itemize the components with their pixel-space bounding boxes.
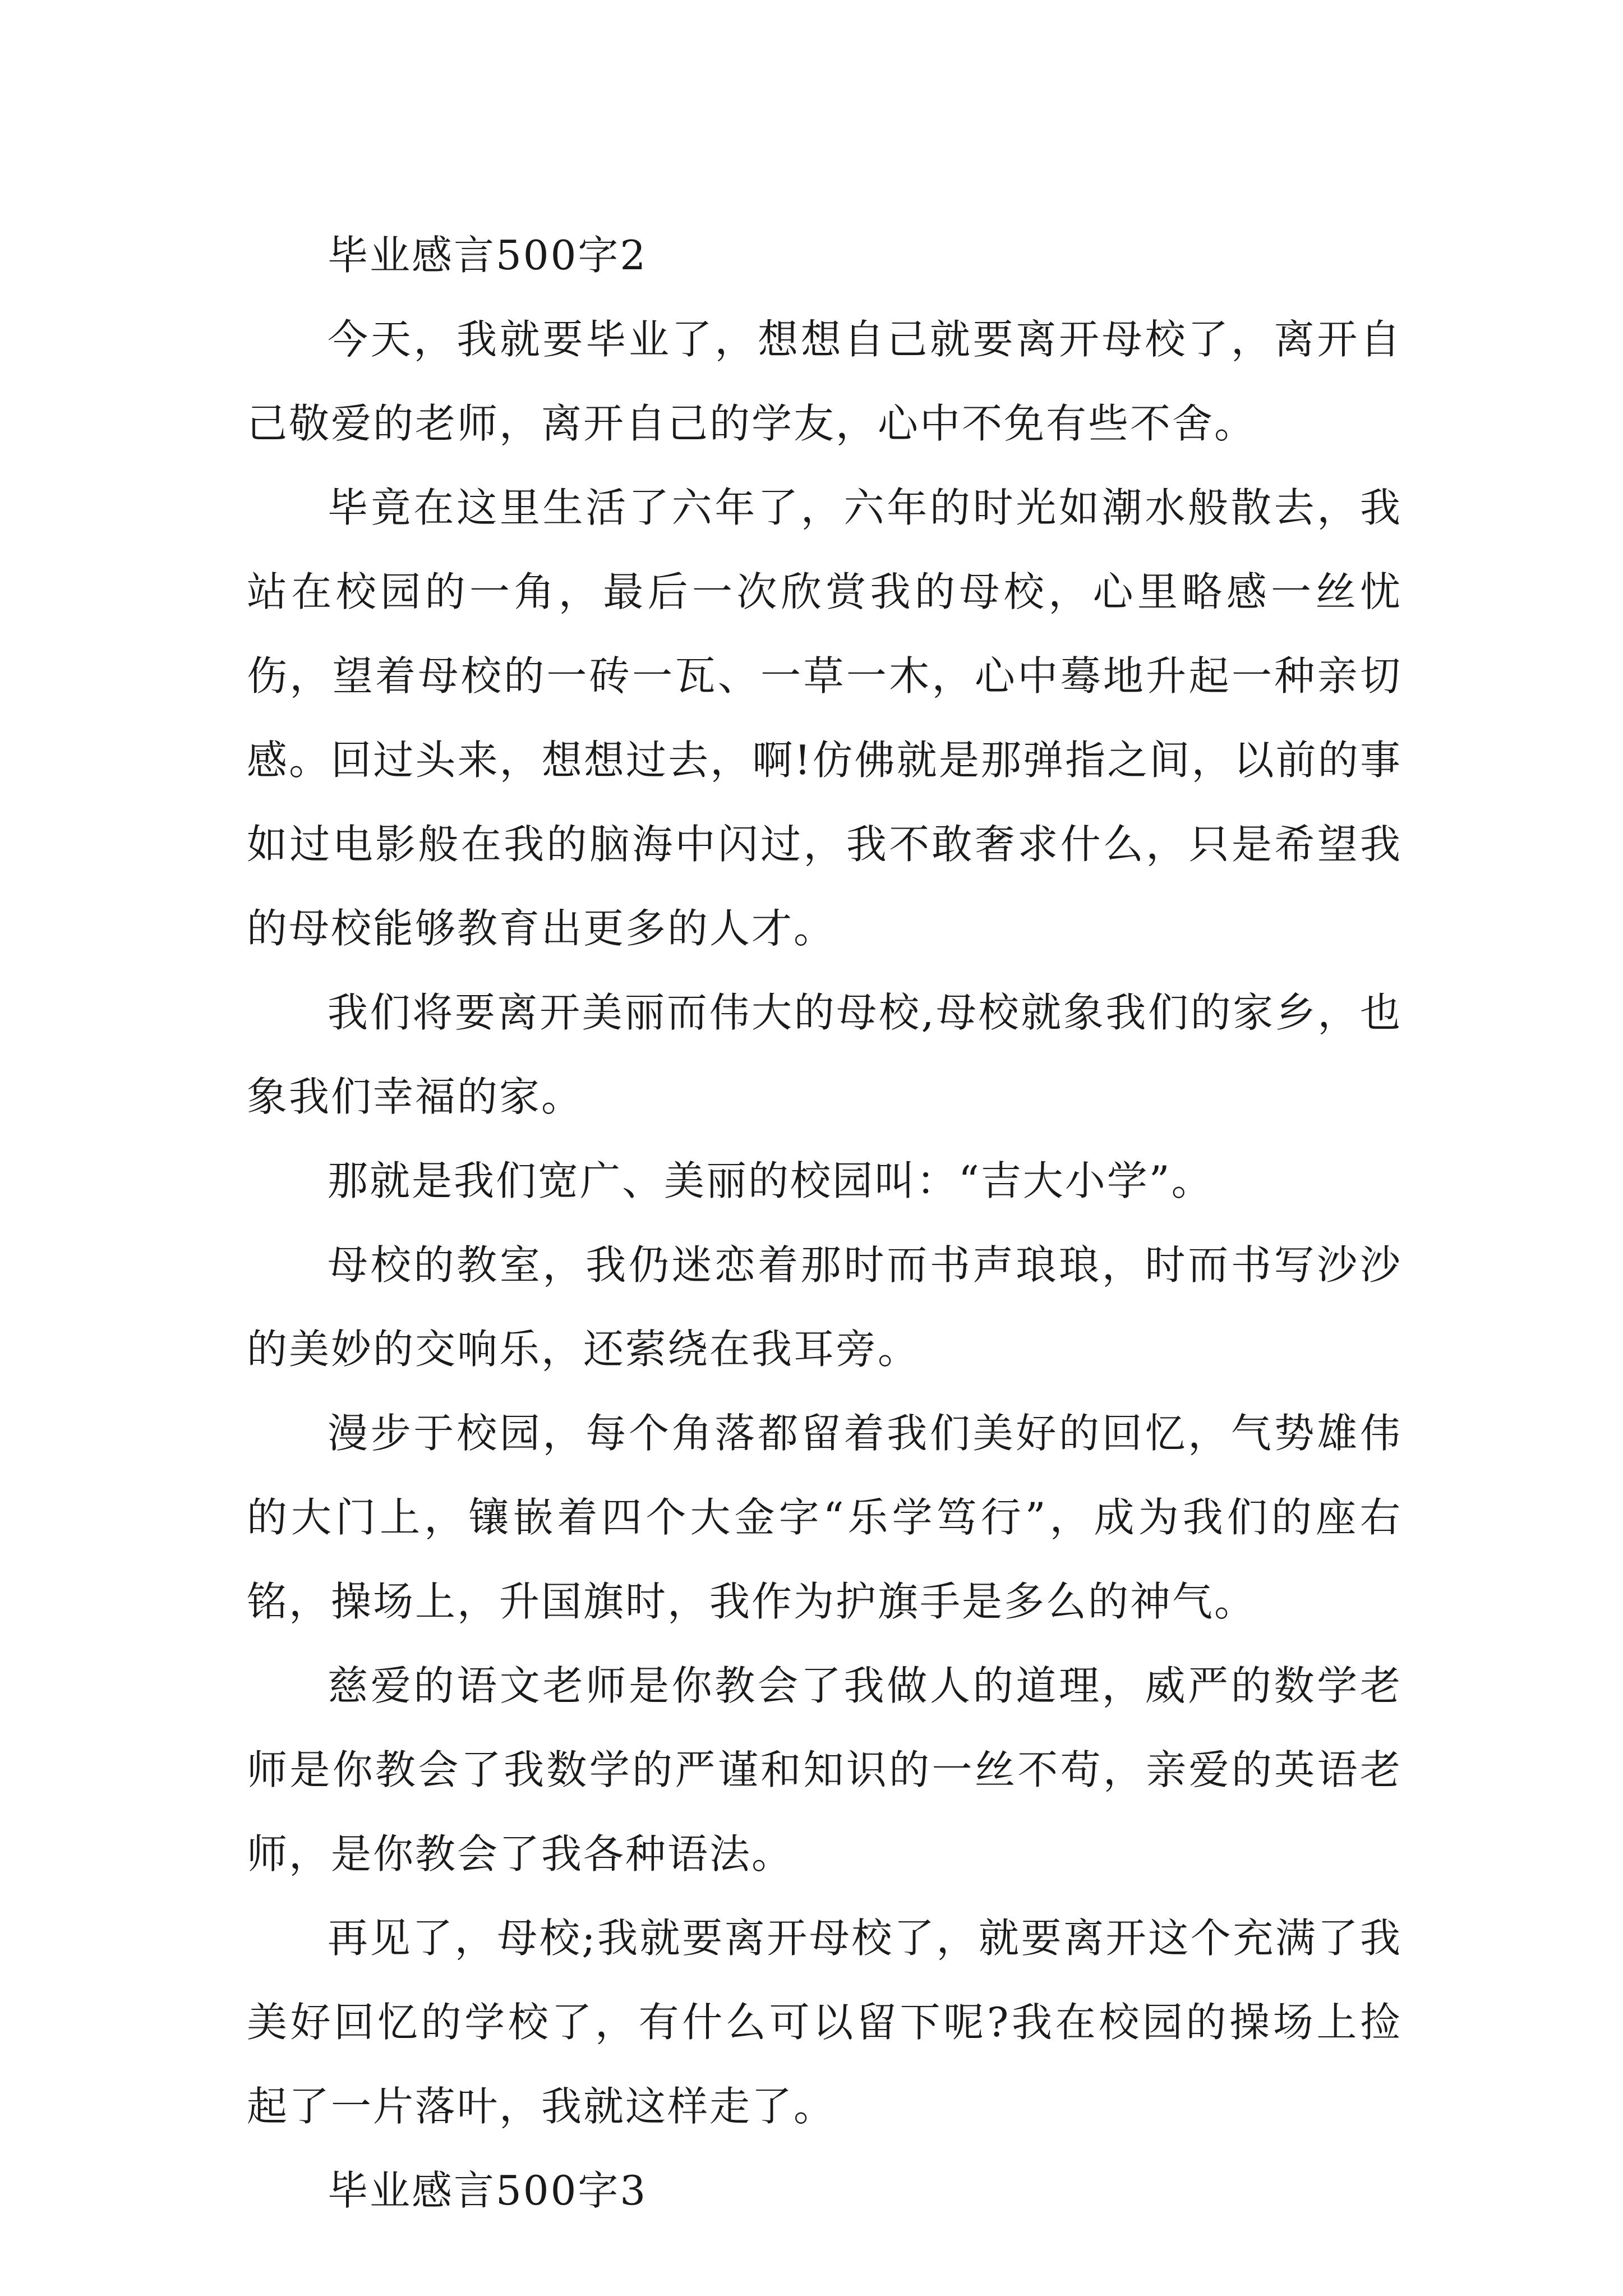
section-heading-3: 毕业感言500字3 [328,2167,648,2214]
paragraph-8: 再见了，母校;我就要离开母校了，就要离开这个充满了我美好回忆的学校了，有什么可以留下呢?我在校园的操场上捡起了一片落叶，我就这样走了。 [247,1915,1402,2130]
paragraph-1: 今天，我就要毕业了，想想自己就要离开母校了，离开自己敬爱的老师，离开自己的学友，心中不免有些不舍。 [247,316,1402,447]
section-heading-2: 毕业感言500字2 [328,232,648,279]
paragraph-4: 那就是我们宽广、美丽的校园叫：“吉大小学”。 [328,1157,1214,1204]
paragraph-2: 毕竟在这里生活了六年了，六年的时光如潮水般散去，我站在校园的一角，最后一次欣赏我的母校，心里略感一丝忧伤，望着母校的一砖一瓦、一草一木，心中蓦地升起一种亲切感。回过头来，想想过去，啊!仿佛就是那弹指之间，以前的事如过电影般在我的脑海中闪过，我不敢奢求什么，只是希望我的母校能够教育出更多的人才。 [247,484,1402,952]
paragraph-5: 母校的教室，我仍迷恋着那时而书声琅琅，时而书写沙沙的美妙的交响乐，还萦绕在我耳旁。 [247,1241,1402,1373]
paragraph-3: 我们将要离开美丽而伟大的母校,母校就象我们的家乡，也象我们幸福的家。 [247,989,1402,1120]
document-body [247,213,1402,2233]
paragraph-7: 慈爱的语文老师是你教会了我做人的道理，威严的数学老师是你教会了我数学的严谨和知识的一丝不苟，亲爱的英语老师，是你教会了我各种语法。 [247,1662,1402,1878]
paragraph-6: 漫步于校园，每个角落都留着我们美好的回忆，气势雄伟的大门上，镶嵌着四个大金字“乐学笃行”，成为我们的座右铭，操场上，升国旗时，我作为护旗手是多么的神气。 [247,1410,1402,1625]
